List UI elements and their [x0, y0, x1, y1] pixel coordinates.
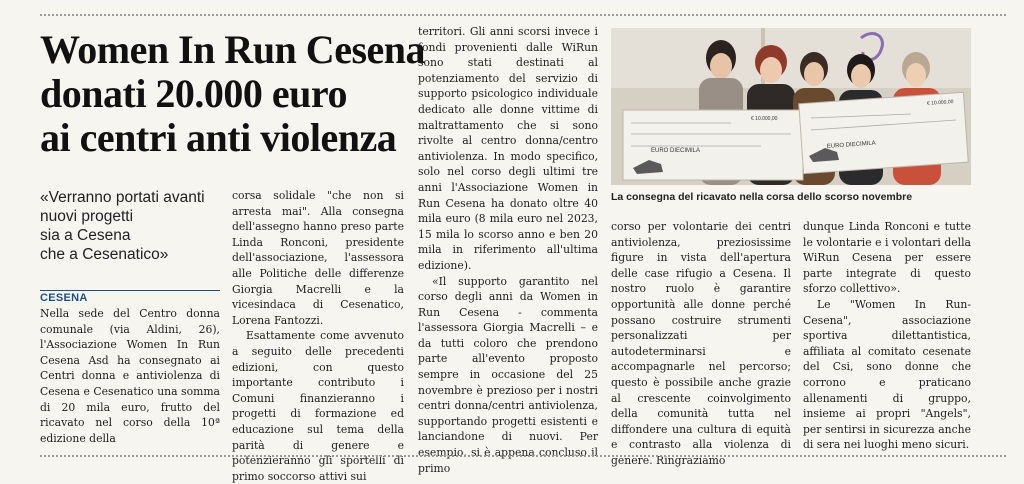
paragraph: corso per volontarie dei centri antiviolenza, preziosissime figure in vista dell'apertura delle case rifugio a Cesena. Il nostro ruolo è garantire opportunità alle donne perché possano costruire strumenti personalizzati per autodeterminarsi e accompagnarle nel percorso; questo è possibile anche grazie al crescente coinvolgimento della comunità tutta nel diffondere una cultura di equità e contrasto alla violenza di genere. Ringraziamo [611, 220, 791, 467]
headline-line-1: Women In Run Cesena [40, 27, 426, 72]
photo-illustration [611, 28, 971, 185]
photo-caption: La consegna del ricavato nella corsa dello scorso novembre [611, 191, 913, 203]
pull-quote [40, 188, 225, 264]
cheque-left-words: EURO DIECIMILA [651, 148, 701, 154]
article-column-5 [803, 219, 971, 453]
dateline-rule [40, 290, 220, 291]
news-photo [611, 28, 971, 185]
cheque-right-words: EURO DIECIMILA [826, 140, 876, 150]
pull-quote-line-2: nuovi progetti [40, 208, 134, 225]
bottom-dotted-rule [40, 455, 1006, 457]
pull-quote-line-1: «Verranno portati avanti [40, 189, 205, 206]
paragraph: Nella sede del Centro donna comunale (via Aldini, 26), l'Associazione Women In Run Cesena Asd ha consegnato ai Centri donna e antiviolenza di Cesena e Cesenatico una somma di 20 mila euro, frutto del ricavato nel corso della 10ª edizione della [40, 307, 220, 445]
article-column-3 [418, 24, 598, 476]
cheque-left [623, 110, 803, 180]
article-column-1 [40, 306, 220, 446]
paragraph: dunque Linda Ronconi e tutte le volontarie e i volontari della WiRun Cesena per essere parte integrate di questo sforzo collettivo». [803, 220, 971, 296]
headline [40, 27, 426, 160]
dateline: CESENA [40, 292, 88, 304]
cheque-right-value: € 10.000,00 [926, 99, 954, 107]
cheque-left-value: € 10.000,00 [751, 116, 778, 122]
article-column-4 [611, 219, 791, 469]
article-column-2 [232, 188, 404, 484]
paragraph: territori. Gli anni scorsi invece i fondi provenienti dalle WiRun sono stati destinati al potenziamento del servizio di supporto psicologico individuale dedicato alle donne vittime di maltrattamento che si sono rivolte al centro donna/centro antiviolenza. In modo specifico, solo nel corso degli ultimi tre anni l'Associazione Women in Run Cesena ha donato oltre 40 mila euro (8 mila euro nel 2023, 15 mila lo scorso anno e ben 20 mila in riferimento all'ultima edizione). [418, 25, 598, 272]
paragraph: Esattamente come avvenuto a seguito delle precedenti edizioni, con questo importante contributo i Comuni finanzieranno i progetti di formazione ed educazione sul tema della parità di genere e potenzieranno gli sportelli di primo soccorso attivi sui [232, 329, 404, 483]
paragraph: «Il supporto garantito nel corso degli anni da Women in Run Cesena - commenta l'assessora Giorgia Macrelli – e da tutti coloro che prendono parte all'evento proposto sempre in occasione del 25 novembre è prezioso per i nostri centri donna/centri antiviolenza, supportando progetti esistenti e lanciandone di nuovi. Per esempio, si è appena concluso il primo [418, 274, 598, 475]
headline-line-3: ai centri anti violenza [40, 115, 397, 160]
paragraph: Le "Women In Run-Cesena", associazione sportiva dilettantistica, affiliata al comitato cesenate del Csi, sono donne che corrono e praticano allenamenti di gruppo, insieme ai propri "Angels", per sentirsi in sicurezza anche di sera nei luoghi meno sicuri. [803, 297, 971, 452]
top-dotted-rule [40, 14, 1006, 16]
pull-quote-line-4: che a Cesenatico» [40, 246, 169, 263]
headline-line-2: donati 20.000 euro [40, 71, 347, 116]
pull-quote-line-3: sia a Cesena [40, 227, 131, 244]
paragraph: corsa solidale "che non si arresta mai". Alla consegna dell'assegno hanno preso parte Linda Ronconi, presidente dell'associazione, l'assessora alle Politiche delle differenze Giorgia Macrelli e la vicesindaca di Cesenatico, Lorena Fantozzi. [232, 189, 404, 327]
cheque-right [799, 92, 968, 173]
